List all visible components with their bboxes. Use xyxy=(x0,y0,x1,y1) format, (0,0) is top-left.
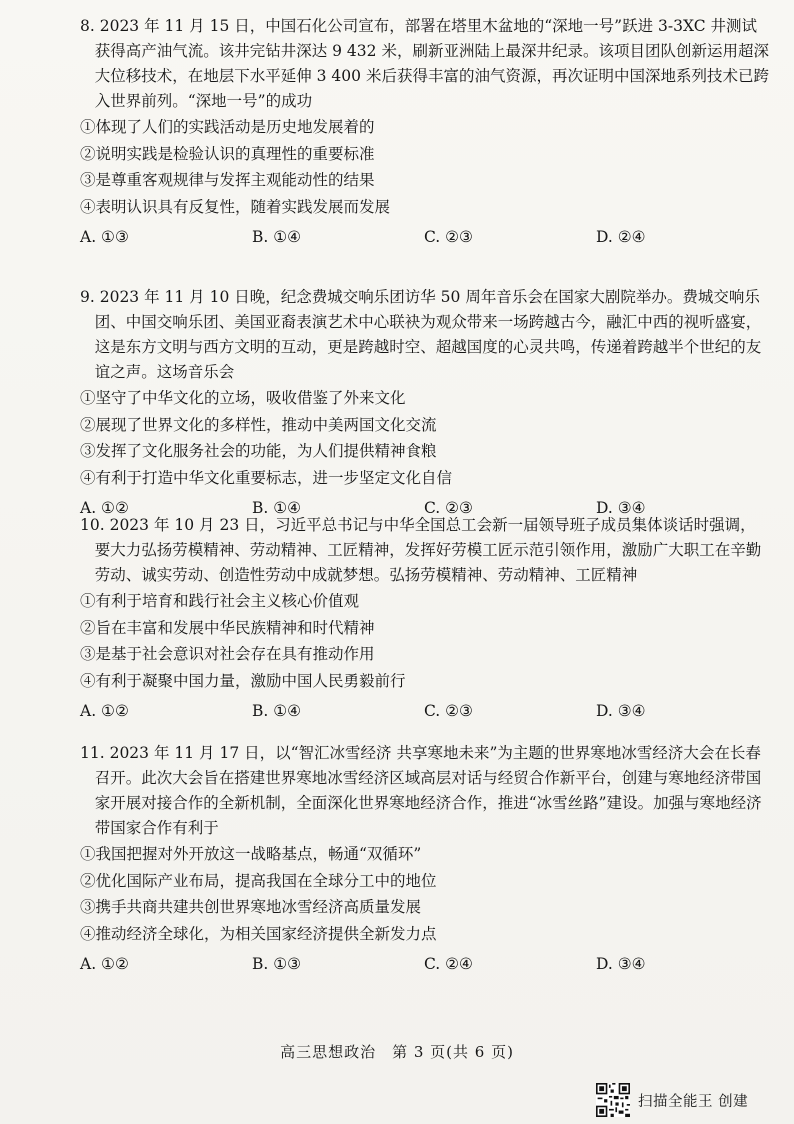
option-c: C. ②③ xyxy=(424,228,473,246)
question-8 xyxy=(80,14,770,250)
option-d: D. ③④ xyxy=(596,702,646,720)
option-d: D. ③④ xyxy=(596,955,646,973)
statement: ③是尊重客观规律与发挥主观能动性的结果 xyxy=(80,171,375,189)
question-10 xyxy=(80,513,770,724)
question-stem: 11. 2023 年 11 月 17 日，以“智汇冰雪经济 共享寒地未来”为主题的世界寒地冰雪经济大会在长春召开。此次大会旨在搭建世界寒地冰雪经济区域高层对话与经贸合作新平台，创建与寒地经济带国家开展对接合作的全新机制，全面深化世界寒地经济合作，推进“冰雪丝路”建设。加强与寒地经济带国家合作有利于 xyxy=(80,744,762,837)
option-c: C. ②③ xyxy=(424,702,473,720)
statement-list xyxy=(80,588,770,694)
answer-options xyxy=(80,224,770,250)
option-b: B. ①③ xyxy=(252,955,302,973)
option-d: D. ②④ xyxy=(596,228,646,246)
statement: ③是基于社会意识对社会存在具有推动作用 xyxy=(80,645,375,663)
question-stem: 10. 2023 年 10 月 23 日，习近平总书记与中华全国总工会新一届领导班子成员集体谈话时强调，要大力弘扬劳模精神、劳动精神、工匠精神，发挥好劳模工匠示范引领作用，激励广大职工在辛勤劳动、诚实劳动、创造性劳动中成就梦想。弘扬劳模精神、劳动精神、工匠精神 xyxy=(80,516,762,584)
statement: ④推动经济全球化，为相关国家经济提供全新发力点 xyxy=(80,924,437,943)
statement: ②优化国际产业布局，提高我国在全球分工中的地位 xyxy=(80,871,437,890)
statement: ①有利于培育和践行社会主义核心价值观 xyxy=(80,592,360,610)
option-c: C. ②④ xyxy=(424,955,473,973)
question-9 xyxy=(80,285,770,521)
statement: ②旨在丰富和发展中华民族精神和时代精神 xyxy=(80,618,375,637)
statement: ①我国把握对外开放这一战略基点，畅通“双循环” xyxy=(80,845,422,863)
statement: ①坚守了中华文化的立场，吸收借鉴了外来文化 xyxy=(80,389,406,407)
option-a: A. ①③ xyxy=(80,228,129,246)
statement: ②说明实践是检验认识的真理性的重要标准 xyxy=(80,144,375,163)
page-footer: 高三思想政治 第 3 页(共 6 页) xyxy=(280,1043,514,1061)
option-b: B. ①④ xyxy=(252,228,302,246)
statement: ②展现了世界文化的多样性，推动中美两国文化交流 xyxy=(80,415,437,434)
option-b: B. ①④ xyxy=(252,702,302,720)
question-11 xyxy=(80,741,770,977)
statement-list xyxy=(80,385,770,491)
statement: ④有利于凝聚中国力量，激励中国人民勇毅前行 xyxy=(80,671,406,690)
option-a: A. ①② xyxy=(80,955,129,973)
qr-code-icon xyxy=(596,1083,630,1117)
option-b: B. ①④ xyxy=(252,499,302,517)
answer-options xyxy=(80,951,770,977)
scanner-watermark xyxy=(596,1080,786,1120)
question-stem: 9. 2023 年 11 月 10 日晚，纪念费城交响乐团访华 50 周年音乐会在国家大剧院举办。费城交响乐团、中国交响乐团、美国亚裔表演艺术中心联袂为观众带来一场跨越古今，融汇中西的视听盛宴，这是东方文明与西方文明的互动，更是跨越时空、超越国度的心灵共鸣，传递着跨越半个世纪的友谊之声。这场音乐会 xyxy=(80,288,762,381)
statement: ④有利于打造中华文化重要标志，进一步坚定文化自信 xyxy=(80,468,453,487)
scanner-label: 扫描全能王 创建 xyxy=(638,1093,749,1110)
question-stem: 8. 2023 年 11 月 15 日，中国石化公司宣布，部署在塔里木盆地的“深地一号”跃进 3-3XC 井测试获得高产油气流。该井完钻井深达 9 432 米，刷新亚洲陆上最深井纪录。该项目团队创新运用超深大位移技术，在地层下水平延伸 3 400 米后获得丰富的油气资源，再次证明中国深地系列技术已跨入世界前列。“深地一号”的成功 xyxy=(80,17,769,110)
option-d: D. ③④ xyxy=(596,499,646,517)
statement-list xyxy=(80,841,770,947)
option-a: A. ①② xyxy=(80,702,129,720)
statement: ③携手共商共建共创世界寒地冰雪经济高质量发展 xyxy=(80,898,422,916)
option-c: C. ②③ xyxy=(424,499,473,517)
statement: ①体现了人们的实践活动是历史地发展着的 xyxy=(80,118,375,136)
option-a: A. ①② xyxy=(80,499,129,517)
answer-options xyxy=(80,698,770,724)
statement: ③发挥了文化服务社会的功能，为人们提供精神食粮 xyxy=(80,442,437,460)
statement: ④表明认识具有反复性，随着实践发展而发展 xyxy=(80,197,391,216)
statement-list xyxy=(80,114,770,220)
